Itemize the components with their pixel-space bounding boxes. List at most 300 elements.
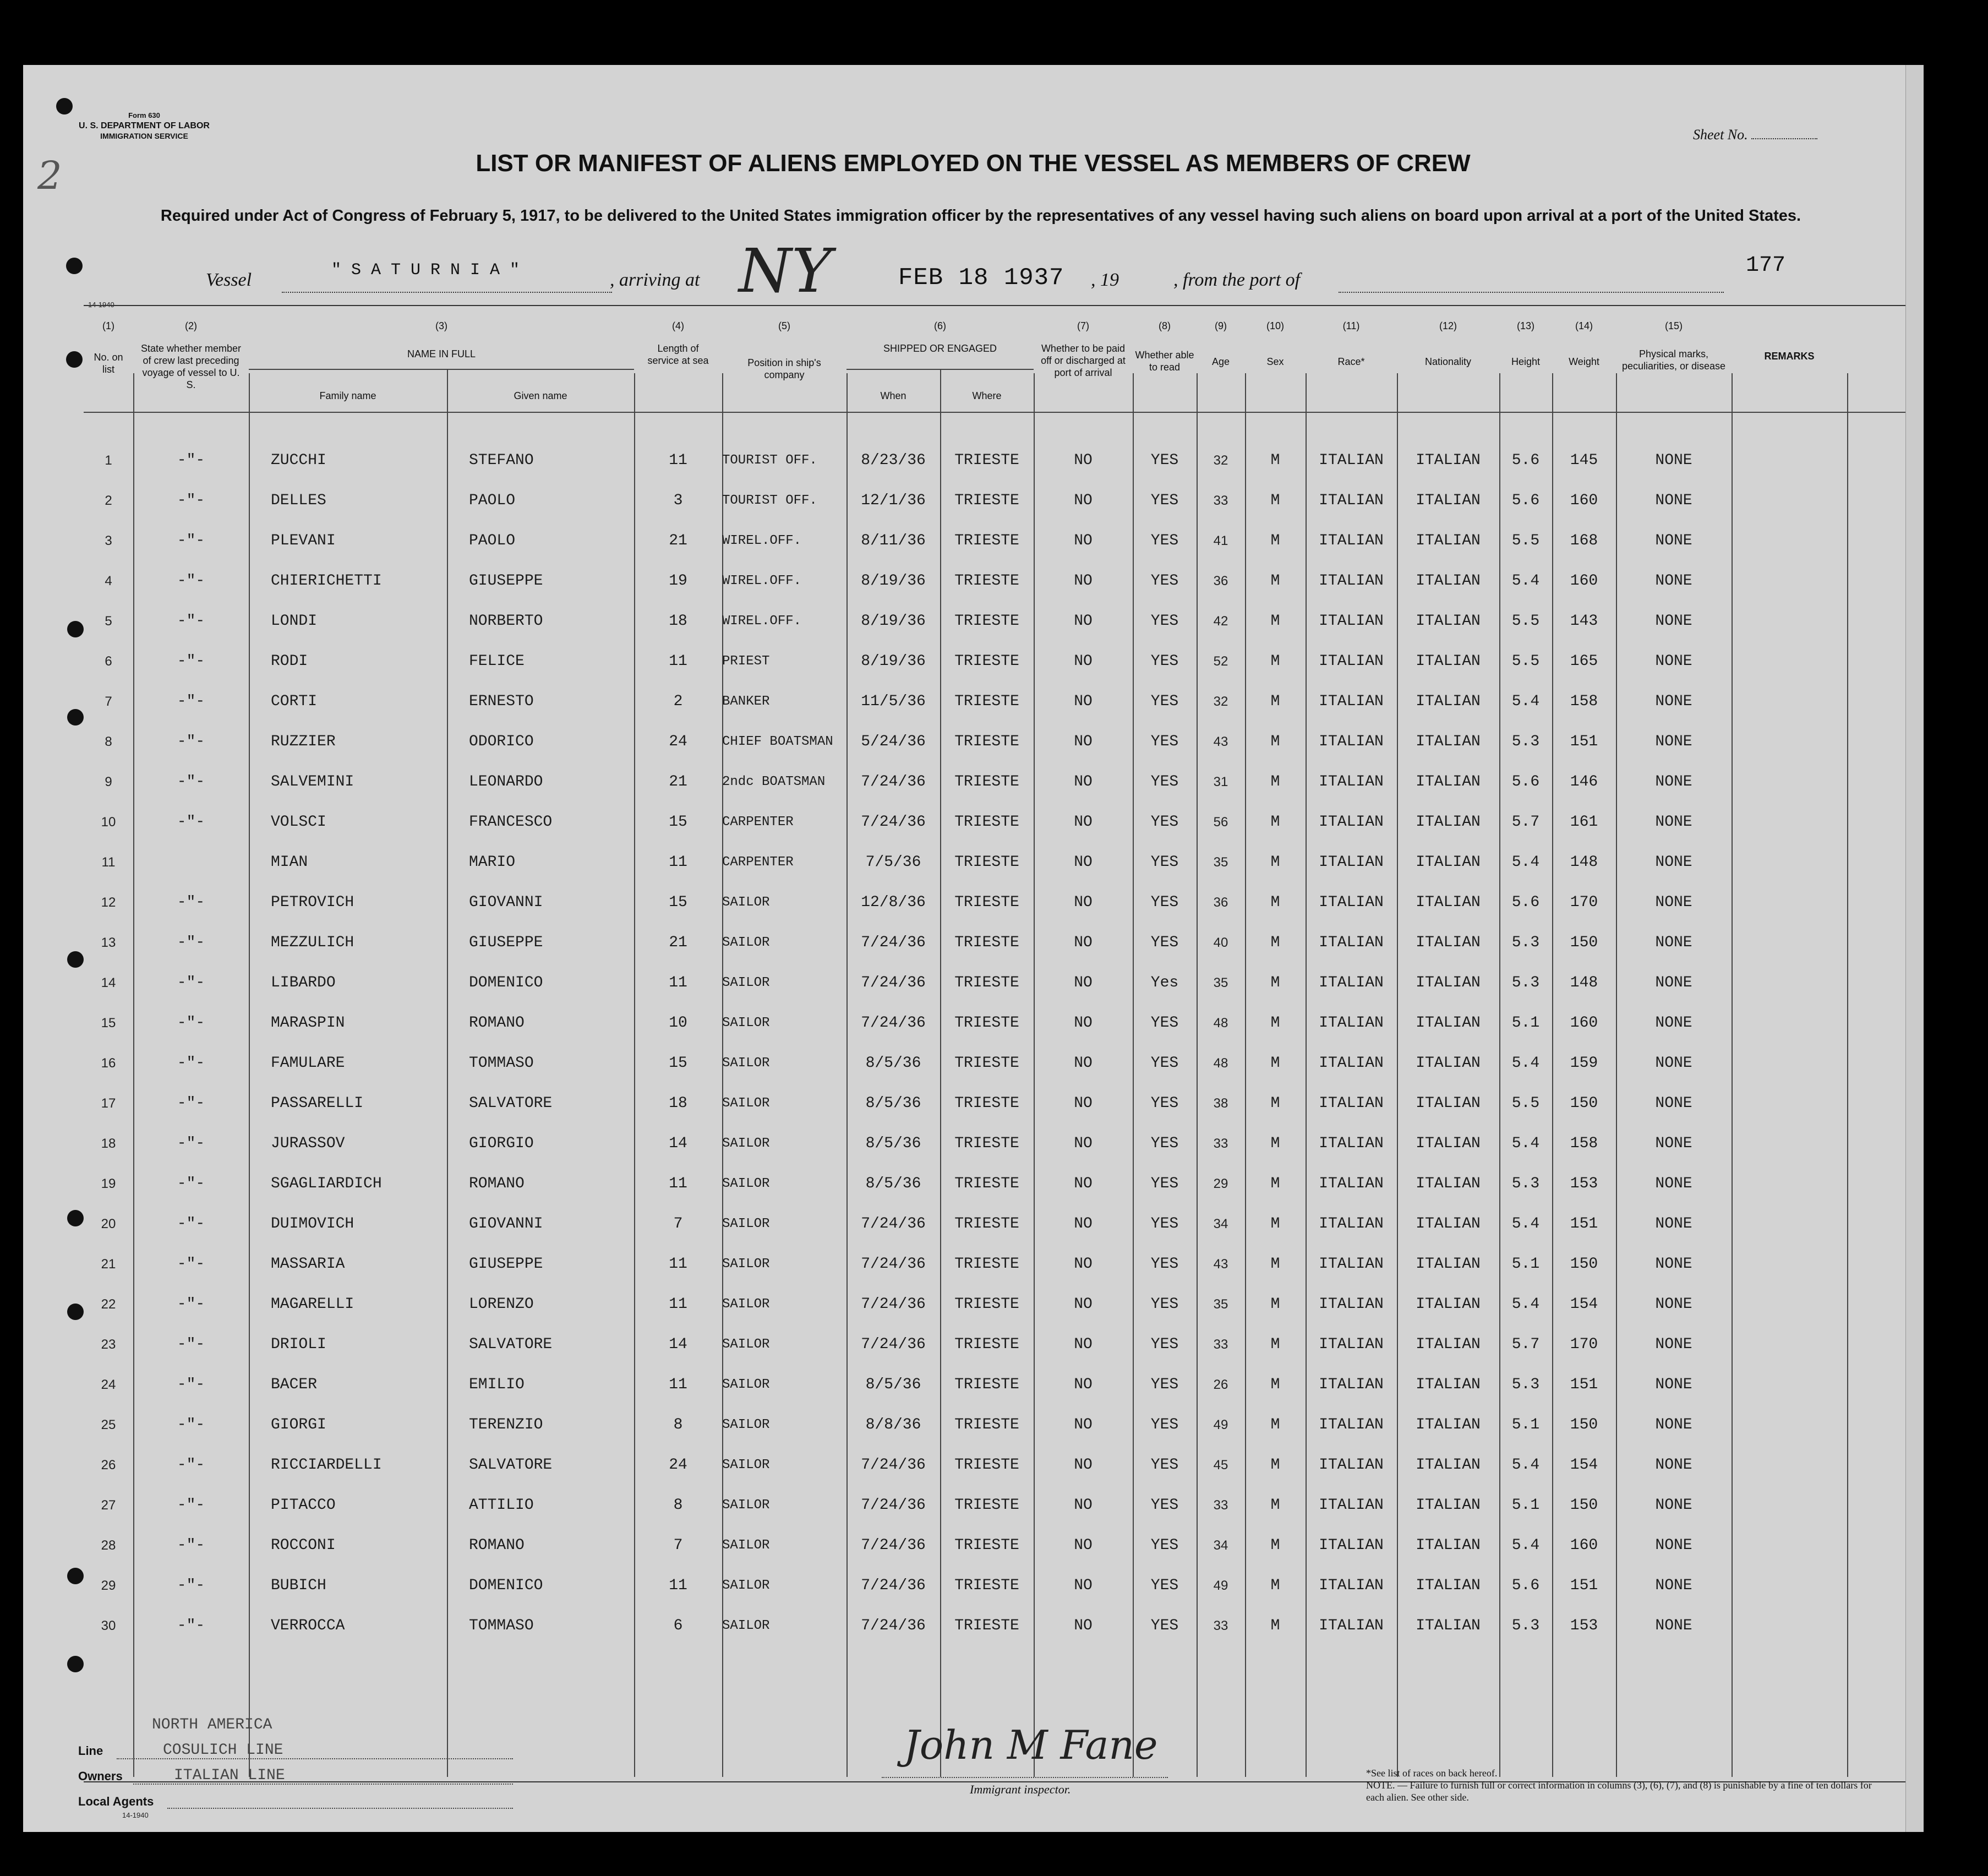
race: ITALIAN [1319, 1015, 1384, 1032]
weight: 150 [1570, 1256, 1598, 1273]
weight: 148 [1570, 974, 1598, 991]
race: ITALIAN [1319, 572, 1384, 590]
row-number: 16 [101, 1056, 116, 1071]
family-name: BACER [271, 1376, 318, 1393]
shipped-where: TRIESTE [954, 1577, 1019, 1594]
race: ITALIAN [1319, 452, 1384, 469]
age: 36 [1213, 895, 1228, 910]
age: 33 [1213, 1498, 1228, 1513]
col-14-label: Weight [1569, 356, 1599, 367]
position: SAILOR [722, 1016, 770, 1030]
sex: M [1270, 613, 1280, 630]
previous-voyage: -"- [177, 1015, 205, 1032]
col-4-label: Length of service at sea [647, 343, 709, 366]
table-row [84, 1607, 1905, 1645]
sex: M [1270, 532, 1280, 549]
given-name: SALVATORE [469, 1336, 553, 1353]
position: 2ndc BOATSMAN [722, 775, 826, 789]
family-name: MEZZULICH [271, 934, 354, 951]
given-name: ERNESTO [469, 693, 534, 710]
weight: 159 [1570, 1055, 1598, 1072]
col-7-label: Whether to be paid off or discharged at port of arrival [1041, 343, 1126, 378]
weight: 150 [1570, 1416, 1598, 1433]
physical-marks: NONE [1655, 532, 1692, 549]
table-row [84, 1125, 1905, 1163]
shipped-when: 7/24/36 [861, 773, 926, 790]
sex: M [1270, 1617, 1280, 1634]
table-row [84, 964, 1905, 1002]
shipped-when: 8/19/36 [861, 653, 926, 670]
age: 34 [1213, 1538, 1228, 1553]
given-name: GIUSEPPE [469, 934, 543, 951]
table-row [84, 602, 1905, 641]
service-length: 21 [669, 934, 687, 951]
service-length: 10 [669, 1015, 687, 1032]
paid-off: NO [1074, 1497, 1093, 1514]
shipped-where: TRIESTE [954, 773, 1019, 790]
position: SAILOR [722, 1297, 770, 1312]
shipped-where: TRIESTE [954, 693, 1019, 710]
family-name: RICCIARDELLI [271, 1457, 382, 1474]
able-to-read: YES [1150, 1336, 1179, 1353]
local-agents-label: Local Agents [78, 1795, 154, 1808]
paid-off: NO [1074, 1055, 1093, 1072]
family-name: ROCCONI [271, 1537, 336, 1554]
race: ITALIAN [1319, 1256, 1384, 1273]
col-9-label: Age [1211, 356, 1230, 367]
nationality: ITALIAN [1416, 1215, 1481, 1233]
shipped-when: 8/8/36 [865, 1416, 921, 1433]
sex: M [1270, 1175, 1280, 1192]
nationality: ITALIAN [1416, 613, 1481, 630]
race: ITALIAN [1319, 532, 1384, 549]
paid-off: NO [1074, 532, 1093, 549]
shipped-where: TRIESTE [954, 894, 1019, 911]
able-to-read: YES [1150, 1376, 1179, 1393]
form-code: 14-1940 [88, 301, 114, 309]
table-row [84, 884, 1905, 922]
previous-voyage: -"- [177, 693, 205, 710]
able-to-read: YES [1150, 1175, 1179, 1192]
sex: M [1270, 1577, 1280, 1594]
able-to-read: YES [1150, 693, 1179, 710]
physical-marks: NONE [1655, 653, 1692, 670]
race: ITALIAN [1319, 492, 1384, 509]
shipped-where: TRIESTE [954, 1617, 1019, 1634]
sex: M [1270, 653, 1280, 670]
given-name: STEFANO [469, 452, 534, 469]
paid-off: NO [1074, 1215, 1093, 1233]
race: ITALIAN [1319, 1135, 1384, 1152]
inspector-label: Immigrant inspector. [970, 1782, 1071, 1796]
height: 5.1 [1511, 1416, 1540, 1433]
physical-marks: NONE [1655, 1135, 1692, 1152]
position: SAILOR [722, 1096, 770, 1111]
margin-number: 2 [37, 153, 62, 198]
service-length: 11 [669, 854, 687, 871]
given-name: ODORICO [469, 733, 534, 750]
shipped-when: 7/24/36 [861, 1577, 926, 1594]
given-name: TOMMASO [469, 1055, 534, 1072]
race: ITALIAN [1319, 613, 1384, 630]
physical-marks: NONE [1655, 1416, 1692, 1433]
shipped-where: TRIESTE [954, 1296, 1019, 1313]
physical-marks: NONE [1655, 572, 1692, 590]
shipped-where: TRIESTE [954, 1015, 1019, 1032]
shipped-when: 7/24/36 [861, 1296, 926, 1313]
sex: M [1270, 1376, 1280, 1393]
position: SAILOR [722, 1417, 770, 1432]
given-name: ROMANO [469, 1015, 525, 1032]
height: 5.6 [1511, 773, 1540, 790]
table-row [84, 763, 1905, 801]
row-number: 21 [101, 1257, 116, 1272]
row-number: 26 [101, 1458, 116, 1473]
height: 5.7 [1511, 1336, 1540, 1353]
weight: 165 [1570, 653, 1598, 670]
sex: M [1270, 1256, 1280, 1273]
sex: M [1270, 1336, 1280, 1353]
row-number: 6 [105, 654, 112, 669]
race-note: *See list of races on back hereof. [1366, 1768, 1498, 1779]
service-length: 11 [669, 1577, 687, 1594]
binder-hole [67, 951, 84, 968]
race: ITALIAN [1319, 1376, 1384, 1393]
shipped-where: TRIESTE [954, 1457, 1019, 1474]
race: ITALIAN [1319, 773, 1384, 790]
shipped-where: TRIESTE [954, 532, 1019, 549]
sex: M [1270, 854, 1280, 871]
age: 33 [1213, 493, 1228, 508]
race: ITALIAN [1319, 894, 1384, 911]
height: 5.6 [1511, 1577, 1540, 1594]
position: SAILOR [722, 935, 770, 950]
owners-value: ITALIAN LINE [174, 1767, 285, 1784]
age: 42 [1213, 614, 1228, 629]
weight: 143 [1570, 613, 1598, 630]
height: 5.4 [1511, 1055, 1540, 1072]
race: ITALIAN [1319, 974, 1384, 991]
vessel-name: " S A T U R N I A " [331, 261, 520, 280]
paid-off: NO [1074, 1376, 1093, 1393]
shipped-when: 8/5/36 [865, 1055, 921, 1072]
able-to-read: YES [1150, 934, 1179, 951]
nationality: ITALIAN [1416, 653, 1481, 670]
shipped-when: 7/24/36 [861, 1215, 926, 1233]
table-row [84, 1084, 1905, 1123]
col-4-number: (4) [672, 320, 684, 331]
sex: M [1270, 1497, 1280, 1514]
binder-hole [66, 258, 83, 274]
col-6-number: (6) [934, 320, 946, 331]
nationality: ITALIAN [1416, 532, 1481, 549]
age: 34 [1213, 1217, 1228, 1231]
position: SAILOR [722, 1337, 770, 1352]
vessel-label: Vessel [206, 270, 252, 290]
sex: M [1270, 974, 1280, 991]
service-length: 24 [669, 733, 687, 750]
service-length: 11 [669, 974, 687, 991]
row-number: 23 [101, 1337, 116, 1352]
family-name: GIORGI [271, 1416, 326, 1433]
weight: 161 [1570, 814, 1598, 831]
document-title: LIST OR MANIFEST OF ALIENS EMPLOYED ON THE VESSEL AS MEMBERS OF CREW [476, 150, 1471, 177]
shipped-where: TRIESTE [954, 974, 1019, 991]
able-to-read: YES [1150, 1055, 1179, 1072]
binder-hole [67, 1568, 84, 1584]
able-to-read: YES [1150, 532, 1179, 549]
weight: 148 [1570, 854, 1598, 871]
nationality: ITALIAN [1416, 854, 1481, 871]
service-length: 21 [669, 532, 687, 549]
given-name: SALVATORE [469, 1095, 553, 1112]
race: ITALIAN [1319, 1055, 1384, 1072]
age: 38 [1213, 1096, 1228, 1111]
row-number: 5 [105, 614, 112, 629]
shipped-where: TRIESTE [954, 1497, 1019, 1514]
race: ITALIAN [1319, 1617, 1384, 1634]
age: 48 [1213, 1016, 1228, 1030]
sex: M [1270, 894, 1280, 911]
age: 35 [1213, 855, 1228, 870]
sex: M [1270, 492, 1280, 509]
physical-marks: NONE [1655, 1055, 1692, 1072]
form-header-block [78, 110, 210, 141]
previous-voyage: -"- [177, 773, 205, 790]
height: 5.7 [1511, 814, 1540, 831]
height: 5.3 [1511, 1617, 1540, 1634]
service-length: 11 [669, 452, 687, 469]
paid-off: NO [1074, 492, 1093, 509]
table-row [84, 1004, 1905, 1043]
table-row [84, 683, 1905, 721]
table-row [84, 642, 1905, 681]
previous-voyage: -"- [177, 1175, 205, 1192]
shipped-when: 7/24/36 [861, 934, 926, 951]
able-to-read: YES [1150, 1296, 1179, 1313]
table-row [84, 1285, 1905, 1324]
shipped-when: 7/24/36 [861, 1256, 926, 1273]
shipped-when: 8/19/36 [861, 613, 926, 630]
service-length: 15 [669, 894, 687, 911]
row-number: 28 [101, 1538, 116, 1553]
remarks-label: REMARKS [1764, 351, 1815, 362]
paid-off: NO [1074, 613, 1093, 630]
height: 5.5 [1511, 1095, 1540, 1112]
row-number: 9 [105, 775, 112, 789]
position: SAILOR [722, 1538, 770, 1553]
given-name: TOMMASO [469, 1617, 534, 1634]
paid-off: NO [1074, 1296, 1093, 1313]
height: 5.1 [1511, 1497, 1540, 1514]
table-row [84, 1567, 1905, 1605]
race: ITALIAN [1319, 733, 1384, 750]
sex: M [1270, 1095, 1280, 1112]
able-to-read: YES [1150, 1015, 1179, 1032]
shipped-when: 7/24/36 [861, 1336, 926, 1353]
paid-off: NO [1074, 854, 1093, 871]
age: 40 [1213, 935, 1228, 950]
physical-marks: NONE [1655, 693, 1692, 710]
col-15-label: Physical marks, peculiarities, or disease [1621, 348, 1726, 372]
nationality: ITALIAN [1416, 1336, 1481, 1353]
row-number: 17 [101, 1096, 116, 1111]
row-number: 2 [105, 493, 112, 508]
position: SAILOR [722, 1217, 770, 1231]
col-10-label: Sex [1266, 356, 1284, 367]
able-to-read: YES [1150, 854, 1179, 871]
position: CHIEF BOATSMAN [722, 734, 833, 749]
given-name: DOMENICO [469, 1577, 543, 1594]
previous-voyage: -"- [177, 733, 205, 750]
family-name: FAMULARE [271, 1055, 345, 1072]
paid-off: NO [1074, 814, 1093, 831]
height: 5.1 [1511, 1256, 1540, 1273]
position: SAILOR [722, 975, 770, 990]
paid-off: NO [1074, 1015, 1093, 1032]
height: 5.4 [1511, 1296, 1540, 1313]
col-2-label: State whether member of crew last preceding voyage of vessel to U. S. [140, 343, 242, 390]
physical-marks: NONE [1655, 894, 1692, 911]
sex: M [1270, 1015, 1280, 1032]
row-number: 10 [101, 815, 116, 830]
weight: 160 [1570, 1015, 1598, 1032]
paid-off: NO [1074, 974, 1093, 991]
col-14-number: (14) [1575, 320, 1593, 331]
height: 5.4 [1511, 854, 1540, 871]
race: ITALIAN [1319, 854, 1384, 871]
age: 48 [1213, 1056, 1228, 1071]
able-to-read: YES [1150, 1416, 1179, 1433]
position: SAILOR [722, 1578, 770, 1593]
binder-hole [67, 1210, 84, 1226]
nationality: ITALIAN [1416, 1416, 1481, 1433]
sex: M [1270, 1537, 1280, 1554]
family-name: JURASSOV [271, 1135, 345, 1152]
age: 45 [1213, 1458, 1228, 1473]
row-number: 19 [101, 1176, 116, 1191]
document-subtitle: Required under Act of Congress of February 5, 1917, to be delivered to the United States immigration officer by the representatives of any vessel having such aliens on board upon arrival at a port of the United States. [160, 207, 1801, 225]
able-to-read: Yes [1150, 974, 1179, 991]
shipped-where: TRIESTE [954, 1537, 1019, 1554]
race: ITALIAN [1319, 934, 1384, 951]
col-3-number: (3) [435, 320, 447, 331]
height: 5.5 [1511, 532, 1540, 549]
height: 5.4 [1511, 693, 1540, 710]
height: 5.6 [1511, 452, 1540, 469]
previous-voyage: -"- [177, 1537, 205, 1554]
service-length: 14 [669, 1135, 687, 1152]
col-12-label: Nationality [1424, 356, 1472, 367]
line-label: Line [78, 1744, 103, 1758]
service-length: 15 [669, 814, 687, 831]
service-length: 11 [669, 1175, 687, 1192]
shipped-when: 8/11/36 [861, 532, 926, 549]
given-name: SALVATORE [469, 1457, 553, 1474]
height: 5.3 [1511, 1175, 1540, 1192]
able-to-read: YES [1150, 492, 1179, 509]
shipped-when: 11/5/36 [861, 693, 926, 710]
shipped-when: 8/19/36 [861, 572, 926, 590]
col-11-label: Race* [1337, 356, 1365, 367]
paid-off: NO [1074, 1537, 1093, 1554]
col-13-label: Height [1511, 356, 1541, 367]
height: 5.4 [1511, 1135, 1540, 1152]
age: 43 [1213, 734, 1228, 749]
service-length: 18 [669, 613, 687, 630]
position: BANKER [722, 694, 770, 709]
nationality: ITALIAN [1416, 572, 1481, 590]
weight: 145 [1570, 452, 1598, 469]
age: 36 [1213, 574, 1228, 588]
family-name: PITACCO [271, 1497, 336, 1514]
table-row [84, 1486, 1905, 1525]
sex: M [1270, 1457, 1280, 1474]
sex: M [1270, 452, 1280, 469]
family-name-label: Family name [319, 390, 376, 401]
height: 5.3 [1511, 733, 1540, 750]
age: 33 [1213, 1618, 1228, 1633]
paid-off: NO [1074, 1577, 1093, 1594]
position: TOURIST OFF. [722, 453, 817, 468]
given-name-label: Given name [514, 390, 567, 401]
row-number: 24 [101, 1377, 116, 1392]
weight: 170 [1570, 1336, 1598, 1353]
where-label: Where [972, 390, 1002, 401]
row-number: 25 [101, 1417, 116, 1432]
able-to-read: YES [1150, 733, 1179, 750]
family-name: MASSARIA [271, 1256, 345, 1273]
weight: 158 [1570, 1135, 1598, 1152]
weight: 160 [1570, 492, 1598, 509]
nationality: ITALIAN [1416, 894, 1481, 911]
service-length: 24 [669, 1457, 687, 1474]
family-name: PASSARELLI [271, 1095, 364, 1112]
race: ITALIAN [1319, 1537, 1384, 1554]
weight: 153 [1570, 1175, 1598, 1192]
family-name: PLEVANI [271, 532, 336, 549]
footer-form-code: 14-1940 [122, 1811, 149, 1819]
able-to-read: YES [1150, 1497, 1179, 1514]
family-name: PETROVICH [271, 894, 354, 911]
paid-off: NO [1074, 572, 1093, 590]
height: 5.3 [1511, 974, 1540, 991]
position: SAILOR [722, 1377, 770, 1392]
shipped-where: TRIESTE [954, 1416, 1019, 1433]
physical-marks: NONE [1655, 1537, 1692, 1554]
sex: M [1270, 1055, 1280, 1072]
col-3-label: NAME IN FULL [407, 348, 476, 359]
shipped-when: 5/24/36 [861, 733, 926, 750]
race: ITALIAN [1319, 1095, 1384, 1112]
weight: 151 [1570, 1577, 1598, 1594]
sheet-number-label: Sheet No. [1693, 127, 1817, 143]
physical-marks: NONE [1655, 934, 1692, 951]
physical-marks: NONE [1655, 854, 1692, 871]
previous-voyage: -"- [177, 1457, 205, 1474]
line-value: COSULICH LINE [163, 1742, 283, 1759]
arriving-port: NY [739, 236, 832, 306]
from-port-underline [1339, 292, 1724, 293]
previous-voyage: -"- [177, 1215, 205, 1233]
physical-marks: NONE [1655, 814, 1692, 831]
family-name: LIBARDO [271, 974, 336, 991]
family-name: MIAN [271, 854, 308, 871]
binder-hole [67, 709, 84, 726]
height: 5.4 [1511, 572, 1540, 590]
row-number: 18 [101, 1136, 116, 1151]
nationality: ITALIAN [1416, 974, 1481, 991]
